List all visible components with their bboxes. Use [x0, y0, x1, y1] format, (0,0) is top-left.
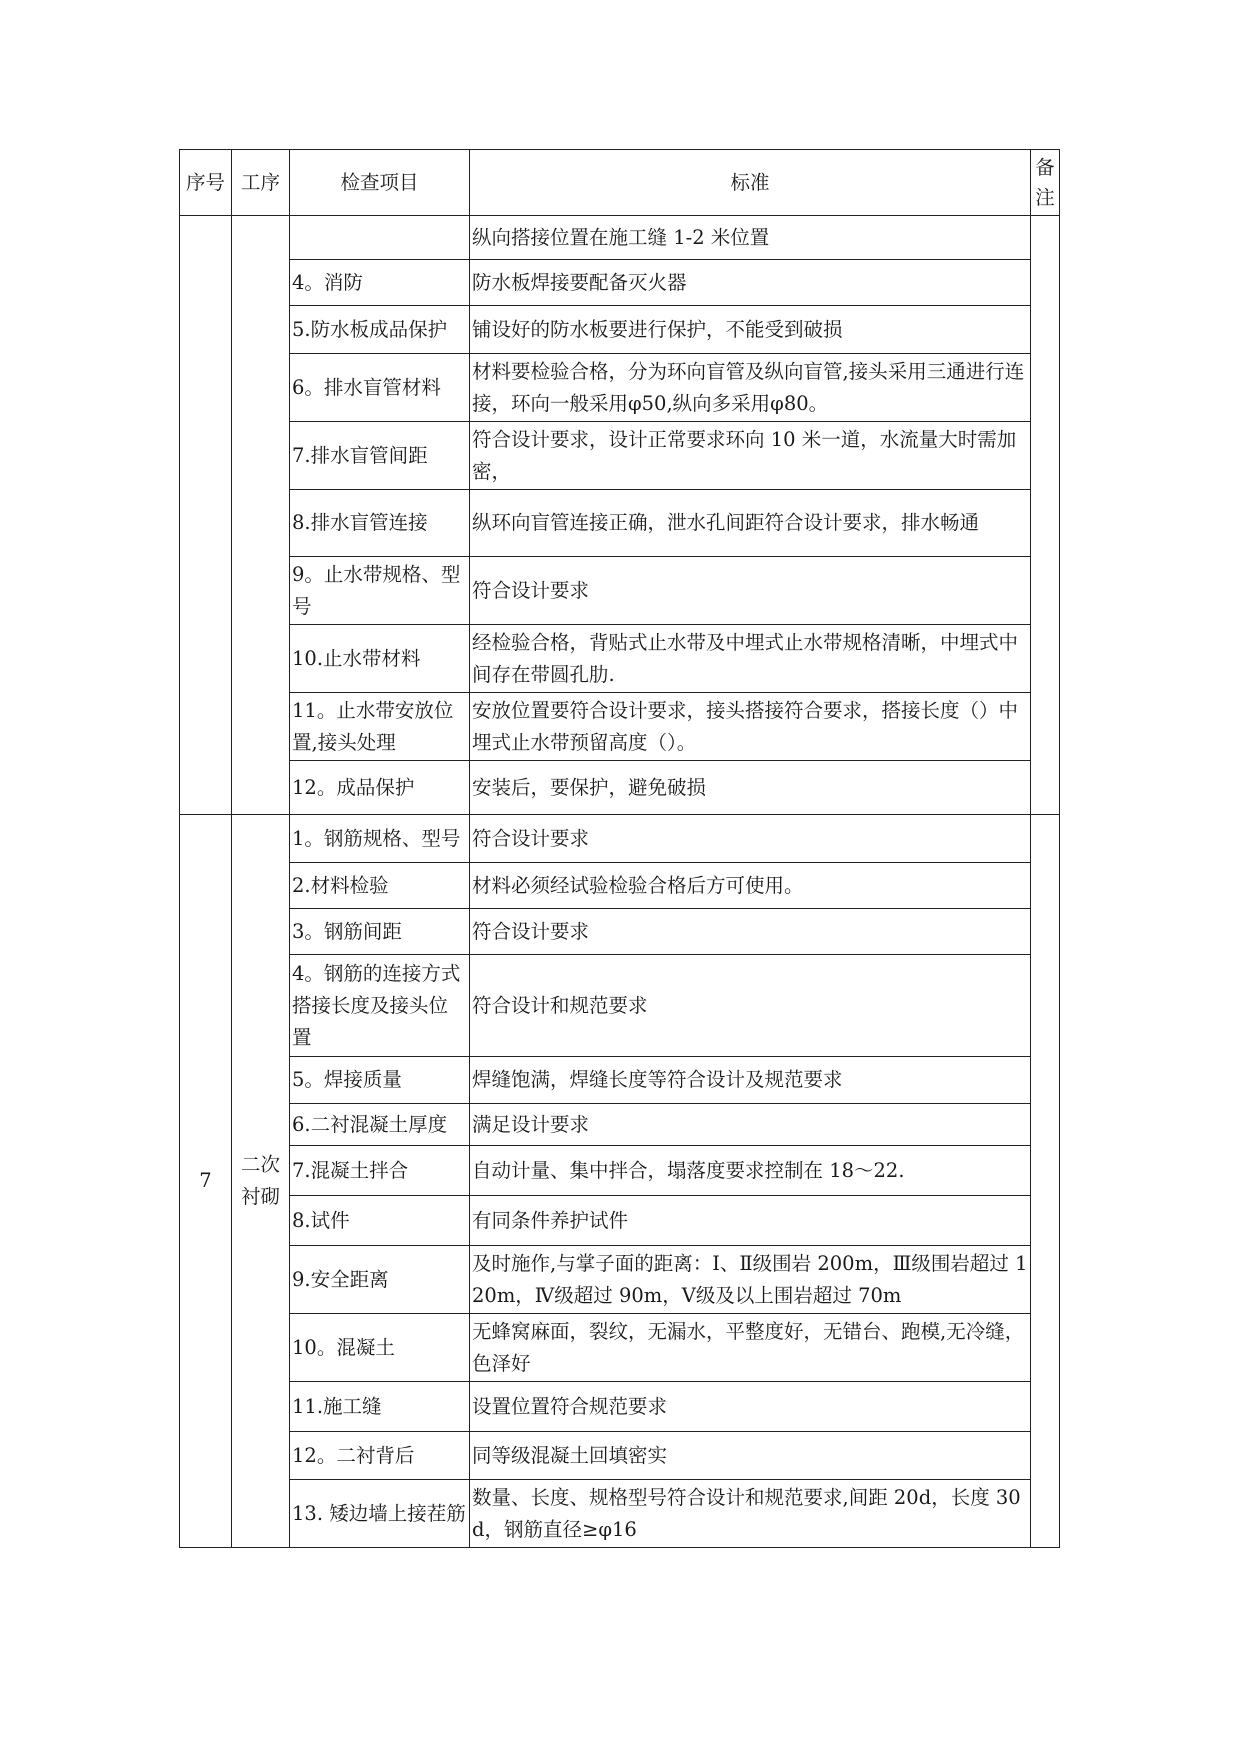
header-remark: 备注: [1031, 150, 1060, 216]
table-row: [180, 1382, 1060, 1432]
remark-cell-a: [1031, 216, 1060, 815]
standard-text: 有同条件养护试件: [470, 1196, 1031, 1246]
check-item: 6。排水盲管材料: [290, 354, 470, 422]
table-row: [180, 1314, 1060, 1382]
table-row: [180, 260, 1060, 306]
standard-text: 符合设计和规范要求: [470, 955, 1031, 1057]
seq-cell-a: [180, 216, 232, 815]
standard-text: 纵环向盲管连接正确，泄水孔间距符合设计要求，排水畅通: [470, 490, 1031, 557]
standard-text: 设置位置符合规范要求: [470, 1382, 1031, 1432]
standard-text: 同等级混凝土回填密实: [470, 1432, 1031, 1480]
table-row: [180, 216, 1060, 260]
remark-cell-b: [1031, 815, 1060, 1548]
standard-text: 符合设计要求: [470, 909, 1031, 955]
check-item: 4。钢筋的连接方式搭接长度及接头位置: [290, 955, 470, 1057]
check-item: 9。止水带规格、型号: [290, 557, 470, 625]
check-item: 5。焊接质量: [290, 1057, 470, 1104]
check-item: 7.排水盲管间距: [290, 422, 470, 490]
header-process: 工序: [232, 150, 290, 216]
standard-text: 经检验合格，背贴式止水带及中埋式止水带规格清晰，中埋式中间存在带圆孔肋.: [470, 625, 1031, 693]
standard-text: 符合设计要求，设计正常要求环向 10 米一道，水流量大时需加密，: [470, 422, 1031, 490]
table-row: [180, 625, 1060, 693]
table-row: [180, 955, 1060, 1057]
header-seq: 序号: [180, 150, 232, 216]
standard-text: 安装后，要保护，避免破损: [470, 761, 1031, 815]
standard-text: 及时施作,与掌子面的距离：Ⅰ、Ⅱ级围岩 200m，Ⅲ级围岩超过 120m，Ⅳ级超过 90m，Ⅴ级及以上围岩超过 70m: [470, 1246, 1031, 1314]
check-item: 12。成品保护: [290, 761, 470, 815]
check-item: 3。钢筋间距: [290, 909, 470, 955]
standard-text: 无蜂窝麻面，裂纹，无漏水，平整度好，无错台、跑模,无冷缝，色泽好: [470, 1314, 1031, 1382]
process-name: 二次衬砌: [232, 815, 290, 1548]
standard-text: 自动计量、集中拌合，塌落度要求控制在 18～22.: [470, 1146, 1031, 1196]
table-row: [180, 422, 1060, 490]
standard-text: 材料要检验合格，分为环向盲管及纵向盲管,接头采用三通进行连接，环向一般采用φ50,纵向多采用φ80。: [470, 354, 1031, 422]
table-row: [180, 1104, 1060, 1146]
check-item: 8.试件: [290, 1196, 470, 1246]
table-row: [180, 761, 1060, 815]
standard-text: 铺设好的防水板要进行保护，不能受到破损: [470, 306, 1031, 354]
check-item: 10.止水带材料: [290, 625, 470, 693]
check-item: [290, 216, 470, 260]
table-row: [180, 1196, 1060, 1246]
standard-text: 焊缝饱满，焊缝长度等符合设计及规范要求: [470, 1057, 1031, 1104]
table-row: [180, 815, 1060, 863]
table-row: [180, 1432, 1060, 1480]
table-row: [180, 863, 1060, 909]
inspection-table: [179, 149, 1060, 1548]
table-row: [180, 354, 1060, 422]
table-row: [180, 1146, 1060, 1196]
check-item: 6.二衬混凝土厚度: [290, 1104, 470, 1146]
standard-text: 材料必须经试验检验合格后方可使用。: [470, 863, 1031, 909]
table-row: [180, 1246, 1060, 1314]
check-item: 8.排水盲管连接: [290, 490, 470, 557]
standard-text: 安放位置要符合设计要求，接头搭接符合要求，搭接长度（）中埋式止水带预留高度（）。: [470, 693, 1031, 761]
table-row: [180, 490, 1060, 557]
standard-text: 纵向搭接位置在施工缝 1-2 米位置: [470, 216, 1031, 260]
table-row: [180, 557, 1060, 625]
check-item: 11.施工缝: [290, 1382, 470, 1432]
standard-text: 符合设计要求: [470, 815, 1031, 863]
standard-text: 数量、长度、规格型号符合设计和规范要求,间距 20d，长度 30d，钢筋直径≥φ16: [470, 1480, 1031, 1548]
check-item: 13. 矮边墙上接茬筋: [290, 1480, 470, 1548]
check-item: 5.防水板成品保护: [290, 306, 470, 354]
check-item: 2.材料检验: [290, 863, 470, 909]
standard-text: 符合设计要求: [470, 557, 1031, 625]
header-standard: 标准: [470, 150, 1031, 216]
check-item: 10。混凝土: [290, 1314, 470, 1382]
standard-text: 防水板焊接要配备灭火器: [470, 260, 1031, 306]
table-row: [180, 909, 1060, 955]
table-row: [180, 1057, 1060, 1104]
standard-text: 满足设计要求: [470, 1104, 1031, 1146]
table-row: [180, 693, 1060, 761]
table-row: [180, 1480, 1060, 1548]
check-item: 7.混凝土拌合: [290, 1146, 470, 1196]
check-item: 9.安全距离: [290, 1246, 470, 1314]
check-item: 4。消防: [290, 260, 470, 306]
process-cell-a: [232, 216, 290, 815]
header-item: 检查项目: [290, 150, 470, 216]
check-item: 12。二衬背后: [290, 1432, 470, 1480]
check-item: 11。止水带安放位置,接头处理: [290, 693, 470, 761]
seq-number: 7: [180, 815, 232, 1548]
table-row: [180, 306, 1060, 354]
header-row: [180, 150, 1060, 216]
check-item: 1。钢筋规格、型号: [290, 815, 470, 863]
